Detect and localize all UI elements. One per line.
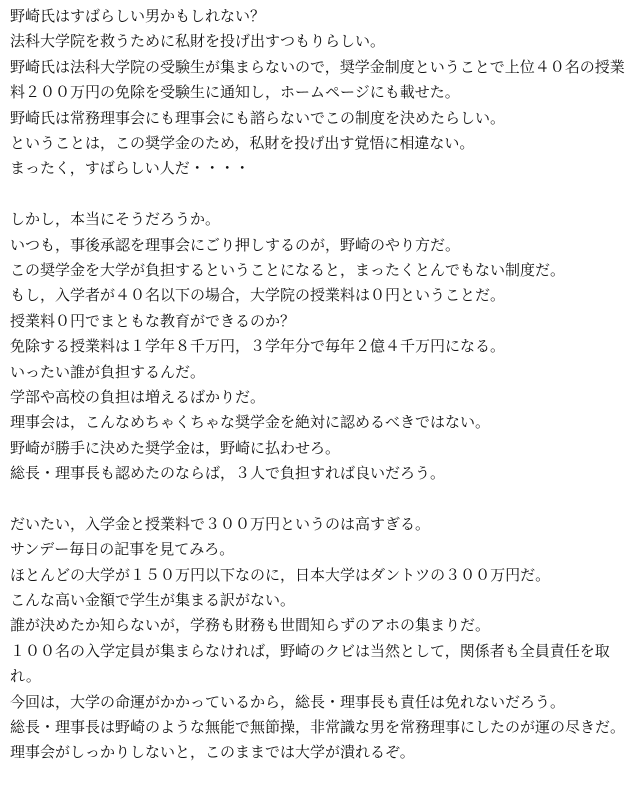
text-line: 理事会は，こんなめちゃくちゃな奨学金を絶対に認めるべきではない。 (10, 413, 491, 432)
paragraph-1 (10, 4, 638, 182)
text-line: 免除する授業料は１学年８千万円，３学年分で毎年２億４千万円になる。 (10, 337, 506, 356)
text-line: もし，入学者が４０名以下の場合，大学院の授業料は０円ということだ。 (10, 286, 506, 305)
text-line: 総長・理事長は野崎のような無能で無節操，非常識な男を常務理事にしたのが運の尽きだ。 (10, 718, 626, 736)
text-line: こんな高い金額で学生が集まる訳がない。 (10, 591, 296, 610)
text-line: 法科大学院を救うために私財を投げ出すつもりらしい。 (10, 32, 386, 51)
text-line: まったく，すばらしい人だ・・・・ (10, 159, 250, 178)
text-line: 野崎氏は法科大学院の受験生が集まらないので，奨学金制度ということで上位４０名の授業料２００万円の免除を受験生に通知し，ホームページにも載せた。 (10, 57, 625, 102)
text-line: 野崎氏は常務理事会にも理事会にも諮らないでこの制度を決めたらしい。 (10, 108, 506, 127)
text-line: 総長・理事長も認めたのならば，３人で負担すれば良いだろう。 (10, 464, 446, 483)
text-line: 学部や高校の負担は増えるばかりだ。 (10, 387, 266, 406)
text-line: ということは，この奨学金のため，私財を投げ出す覚悟に相違ない。 (10, 133, 475, 152)
paragraph-2 (10, 207, 638, 486)
text-line: この奨学金を大学が負担するということになると，まったくとんでもない制度だ。 (10, 260, 566, 279)
document-body (10, 4, 638, 766)
text-line: 授業料０円でまともな教育ができるのか？ (10, 311, 296, 330)
text-line: いったい誰が負担するんだ。 (10, 362, 206, 381)
text-line: 野崎が勝手に決めた奨学金は，野崎に払わせろ。 (10, 438, 341, 457)
paragraph-gap (10, 182, 638, 207)
text-line: しかし，本当にそうだろうか。 (10, 210, 221, 229)
text-line: サンデー毎日の記事を見てみろ。 (10, 540, 235, 559)
text-line: ほとんどの大学が１５０万円以下なのに，日本大学はダントツの３００万円だ。 (10, 565, 551, 584)
text-line: だいたい，入学金と授業料で３００万円というのは高すぎる。 (10, 514, 431, 533)
text-line: 誰が決めたか知らないが，学務も財務も世間知らずのアホの集まりだ。 (10, 616, 491, 635)
text-line: 今回は，大学の命運がかかっているから，総長・理事長も責任は免れないだろう。 (10, 692, 566, 711)
text-line: 理事会がしっかりしないと，このままでは大学が潰れるぞ。 (10, 743, 415, 762)
paragraph-gap (10, 486, 638, 511)
text-line: いつも，事後承認を理事会にごり押しするのが，野崎のやり方だ。 (10, 235, 461, 254)
paragraph-3 (10, 512, 638, 766)
text-line: １００名の入学定員が集まらなければ，野崎のクビは当然として，関係者も全員責任を取れ。 (10, 641, 610, 686)
text-line: 野崎氏はすばらしい男かもしれない？ (10, 7, 266, 25)
